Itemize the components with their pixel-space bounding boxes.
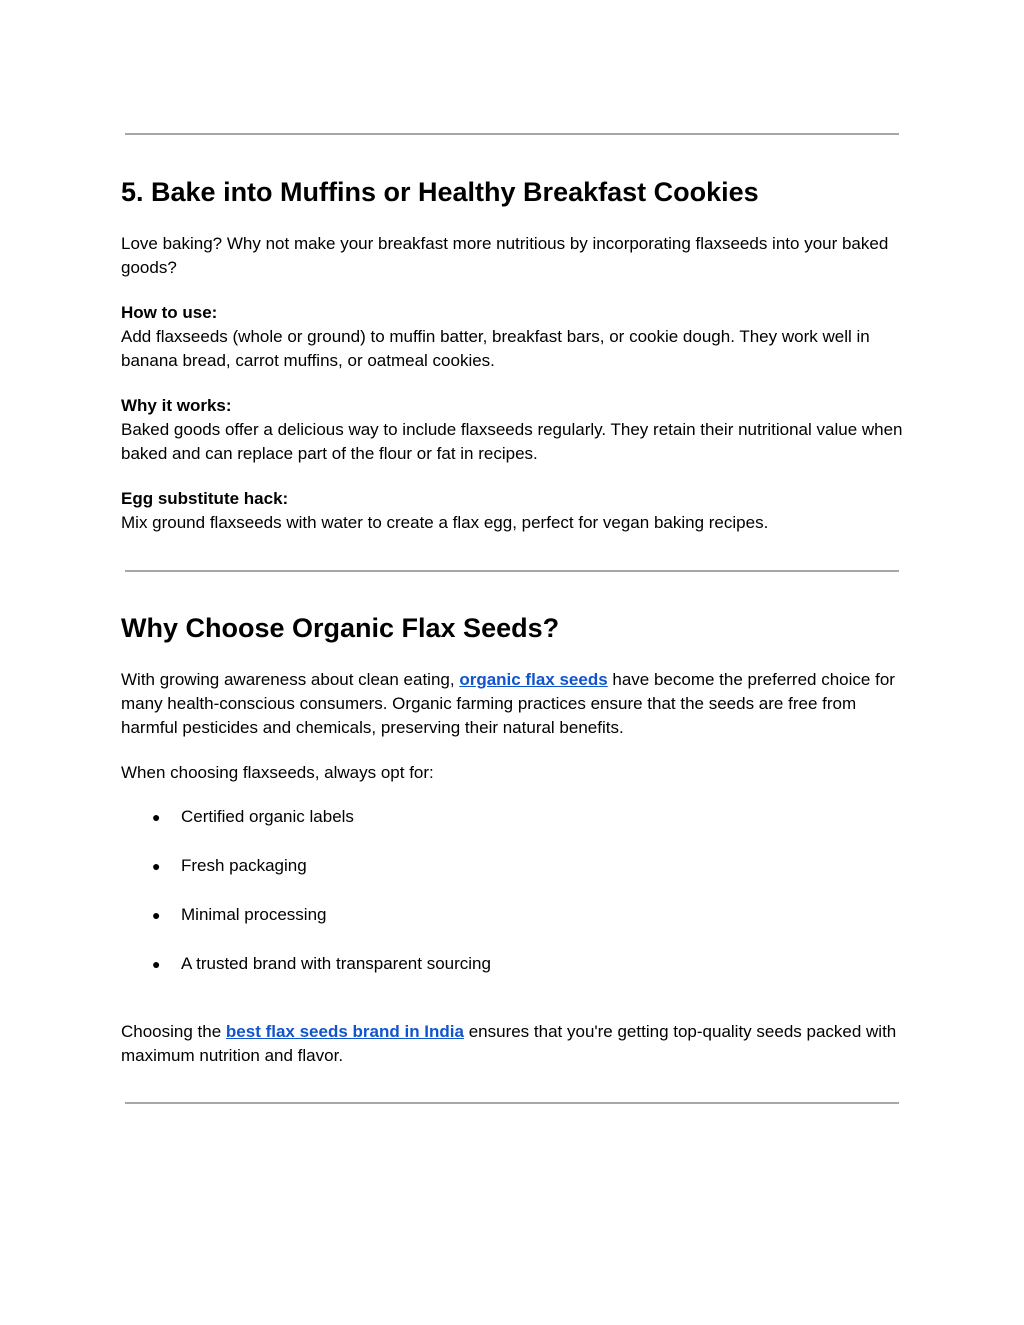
how-to-use-text: Add flaxseeds (whole or ground) to muffin batter, breakfast bars, or cookie dough. They work well in banana bread, carrot muffins, or oatmeal cookies.: [121, 327, 870, 370]
egg-substitute-label: Egg substitute hack:: [121, 489, 289, 508]
bullet-icon: ●: [152, 956, 161, 972]
bake-intro-paragraph: [121, 232, 911, 280]
list-item-text: Certified organic labels: [181, 807, 354, 826]
horizontal-rule-bottom: [125, 1102, 899, 1104]
bake-intro-text: Love baking? Why not make your breakfast more nutritious by incorporating flaxseeds into your baked goods?: [121, 234, 889, 277]
organic-intro-paragraph: [121, 668, 911, 740]
how-to-use-block: [121, 301, 911, 373]
list-item-text: Minimal processing: [181, 905, 327, 924]
bullet-icon: ●: [152, 907, 161, 923]
choosing-paragraph: [121, 761, 911, 785]
section-heading-bake: 5. Bake into Muffins or Healthy Breakfast Cookies: [121, 177, 759, 207]
organic-intro-text-after: have become the preferred choice for many health-conscious consumers. Organic farming practices ensure that the seeds are free from harmful pesticides and chemicals, preserving their natural benefits.: [121, 670, 895, 737]
why-it-works-text: Baked goods offer a delicious way to include flaxseeds regularly. They retain their nutritional value when baked and can replace part of the flour or fat in recipes.: [121, 420, 903, 463]
organic-flax-seeds-link[interactable]: organic flax seeds: [459, 670, 608, 689]
horizontal-rule-top: [125, 133, 899, 135]
why-it-works-block: [121, 394, 911, 466]
bullet-icon: ●: [152, 858, 161, 874]
horizontal-rule-middle: [125, 570, 899, 572]
egg-substitute-block: [121, 487, 911, 535]
choosing-text: When choosing flaxseeds, always opt for:: [121, 763, 434, 782]
organic-intro-text-before: With growing awareness about clean eating,: [121, 670, 460, 689]
how-to-use-label: How to use:: [121, 303, 218, 322]
egg-substitute-text: Mix ground flaxseeds with water to create a flax egg, perfect for vegan baking recipes.: [121, 513, 769, 532]
brand-text-after: ensures that you're getting top-quality seeds packed with maximum nutrition and flavor.: [121, 1022, 897, 1065]
brand-paragraph: [121, 1020, 911, 1068]
bullet-icon: ●: [152, 809, 161, 825]
section-heading-organic: Why Choose Organic Flax Seeds?: [121, 613, 560, 643]
list-item-text: A trusted brand with transparent sourcing: [181, 954, 491, 973]
list-item-text: Fresh packaging: [181, 856, 307, 875]
best-flax-seeds-brand-link[interactable]: best flax seeds brand in India: [225, 1022, 464, 1041]
why-it-works-label: Why it works:: [121, 396, 232, 415]
brand-text-before: Choosing the: [121, 1022, 226, 1041]
